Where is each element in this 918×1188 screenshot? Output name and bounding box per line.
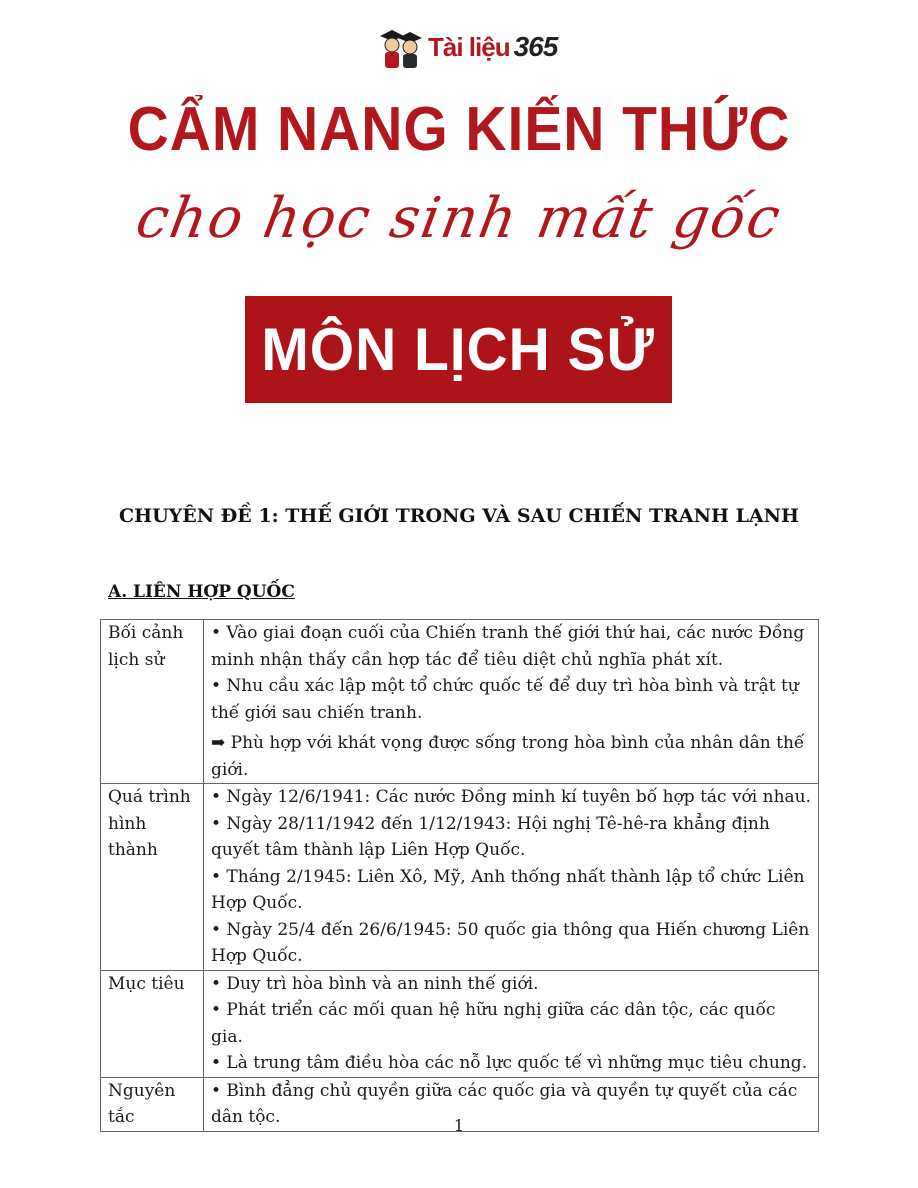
table-row — [101, 620, 819, 784]
list-item: • Là trung tâm điều hòa các nỗ lực quốc tế vì những mục tiêu chung. — [211, 1053, 808, 1073]
subject-label: MÔN LỊCH SỬ — [261, 316, 656, 383]
brand-name: Tài liệu — [428, 31, 510, 62]
page-title: CẨM NANG KIẾN THỨC — [127, 95, 791, 164]
list-item: • Ngày 25/4 đến 26/6/1945: 50 quốc gia thông qua Hiến chương Liên Hợp Quốc. — [211, 919, 810, 966]
table-row — [101, 970, 819, 1077]
row-content — [204, 620, 819, 784]
table-row — [101, 784, 819, 971]
list-item: ➡ Phù hợp với khát vọng được sống trong hòa bình của nhân dân thế giới. — [211, 733, 805, 780]
row-label: Quá trình hình thành — [101, 784, 204, 971]
info-table — [100, 619, 819, 1132]
list-item: • Phát triển các mối quan hệ hữu nghị giữa các dân tộc, các quốc gia. — [211, 1000, 776, 1047]
page-subtitle: cho học sinh mất gốc — [131, 186, 787, 251]
list-item: • Vào giai đoạn cuối của Chiến tranh thế giới thứ hai, các nước Đồng minh nhận thấy cần hợp tác để tiêu diệt chủ nghĩa phát xít. — [211, 623, 805, 670]
subject-banner — [245, 296, 672, 403]
section-heading: A. LIÊN HỢP QUỐC — [108, 582, 295, 602]
list-item: • Ngày 12/6/1941: Các nước Đồng minh kí tuyên bố hợp tác với nhau. — [211, 787, 812, 807]
row-label: Mục tiêu — [101, 970, 204, 1077]
list-item: • Ngày 28/11/1942 đến 1/12/1943: Hội nghị Tê-hê-ra khẳng định quyết tâm thành lập Liên Hợp Quốc. — [211, 813, 770, 860]
list-item: • Tháng 2/1945: Liên Xô, Mỹ, Anh thống nhất thành lập tổ chức Liên Hợp Quốc. — [211, 866, 805, 913]
brand-logo — [378, 26, 557, 68]
row-label: Bối cảnh lịch sử — [101, 620, 204, 784]
brand-number: 365 — [513, 31, 558, 62]
list-item: • Nhu cầu xác lập một tổ chức quốc tế để duy trì hòa bình và trật tự thế giới sau chiến tranh. — [211, 676, 799, 723]
topic-heading: CHUYÊN ĐỀ 1: THẾ GIỚI TRONG VÀ SAU CHIẾN TRANH LẠNH — [119, 505, 799, 527]
row-content — [204, 970, 819, 1077]
list-item: • Duy trì hòa bình và an ninh thế giới. — [211, 973, 539, 994]
list-item: • Bình đẳng chủ quyền giữa các quốc gia và quyền tự quyết của các dân tộc. — [211, 1080, 798, 1127]
row-label: Nguyên tắc — [101, 1077, 204, 1131]
students-mascot-icon — [378, 26, 424, 68]
row-content — [204, 784, 819, 971]
page-number: 1 — [453, 1116, 465, 1135]
